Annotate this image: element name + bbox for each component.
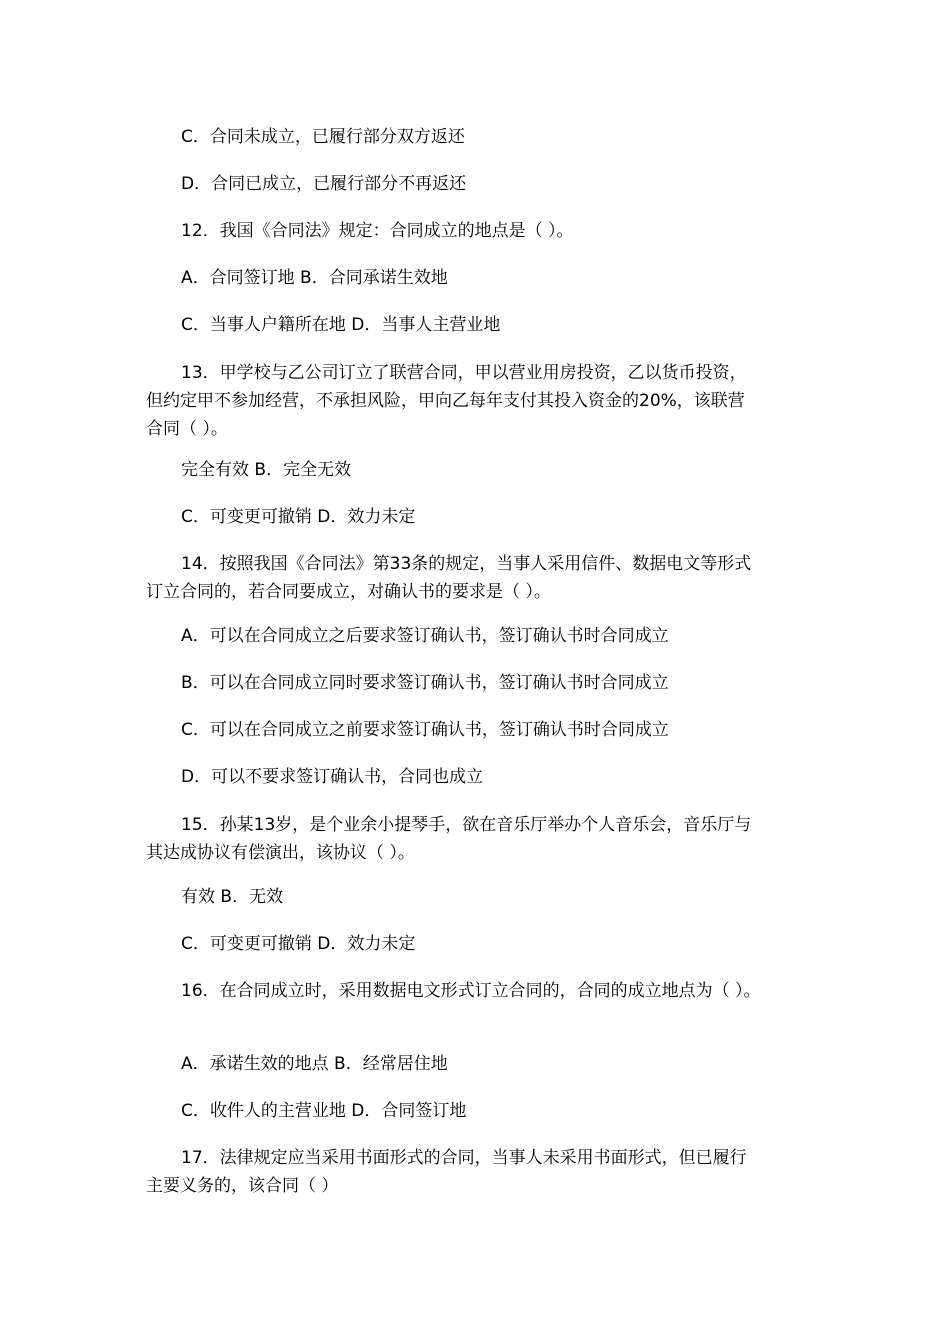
q17-line-2: 主要义务的，该合同（ ） [146, 1176, 339, 1196]
q13-line-2: 但约定甲不参加经营，不承担风险，甲向乙每年支付其投入资金的20%，该联营 [146, 391, 745, 411]
q14-option-b: B．可以在合同成立同时要求签订确认书，签订确认书时合同成立 [181, 673, 669, 693]
q15-line-1: 15．孙某13岁，是个业余小提琴手，欲在音乐厅举办个人音乐会，音乐厅与 [181, 815, 752, 835]
question-17 [146, 1144, 816, 1200]
q12-options-cd: C．当事人户籍所在地 D．当事人主营业地 [181, 315, 501, 335]
q13-options-ab: 完全有效 B．完全无效 [181, 460, 352, 480]
q13-line-1: 13．甲学校与乙公司订立了联营合同，甲以营业用房投资，乙以货币投资， [181, 363, 747, 383]
question-16: 16．在合同成立时，采用数据电文形式订立合同的，合同的成立地点为（ ）。 [181, 981, 761, 1001]
q14-option-a: A．可以在合同成立之后要求签订确认书，签订确认书时合同成立 [181, 626, 669, 646]
q14-option-d: D．可以不要求签订确认书，合同也成立 [181, 767, 484, 787]
q13-options-cd: C．可变更可撤销 D．效力未定 [181, 507, 416, 527]
q14-option-c: C．可以在合同成立之前要求签订确认书，签订确认书时合同成立 [181, 720, 669, 740]
q14-line-1: 14．按照我国《合同法》第33条的规定，当事人采用信件、数据电文等形式 [181, 554, 752, 574]
q16-options-cd: C．收件人的主营业地 D．合同签订地 [181, 1101, 467, 1121]
question-13 [146, 359, 816, 443]
q15-line-2: 其达成协议有偿演出，该协议（ ）。 [146, 843, 415, 863]
option-c-line: C．合同未成立，已履行部分双方返还 [181, 127, 465, 147]
q15-options-cd: C．可变更可撤销 D．效力未定 [181, 934, 416, 954]
option-d-line: D．合同已成立，已履行部分不再返还 [181, 174, 467, 194]
question-14 [146, 550, 816, 606]
question-15 [146, 811, 816, 867]
q12-options-ab: A．合同签订地 B．合同承诺生效地 [181, 268, 448, 288]
q15-options-ab: 有效 B．无效 [181, 887, 284, 907]
q14-line-2: 订立合同的，若合同要成立，对确认书的要求是（ ）。 [146, 582, 551, 602]
question-12: 12．我国《合同法》规定：合同成立的地点是（ ）。 [181, 221, 574, 241]
q13-line-3: 合同（ ）。 [146, 419, 228, 439]
q16-options-ab: A．承诺生效的地点 B．经常居住地 [181, 1054, 448, 1074]
q17-line-1: 17．法律规定应当采用书面形式的合同，当事人未采用书面形式，但已履行 [181, 1148, 747, 1168]
